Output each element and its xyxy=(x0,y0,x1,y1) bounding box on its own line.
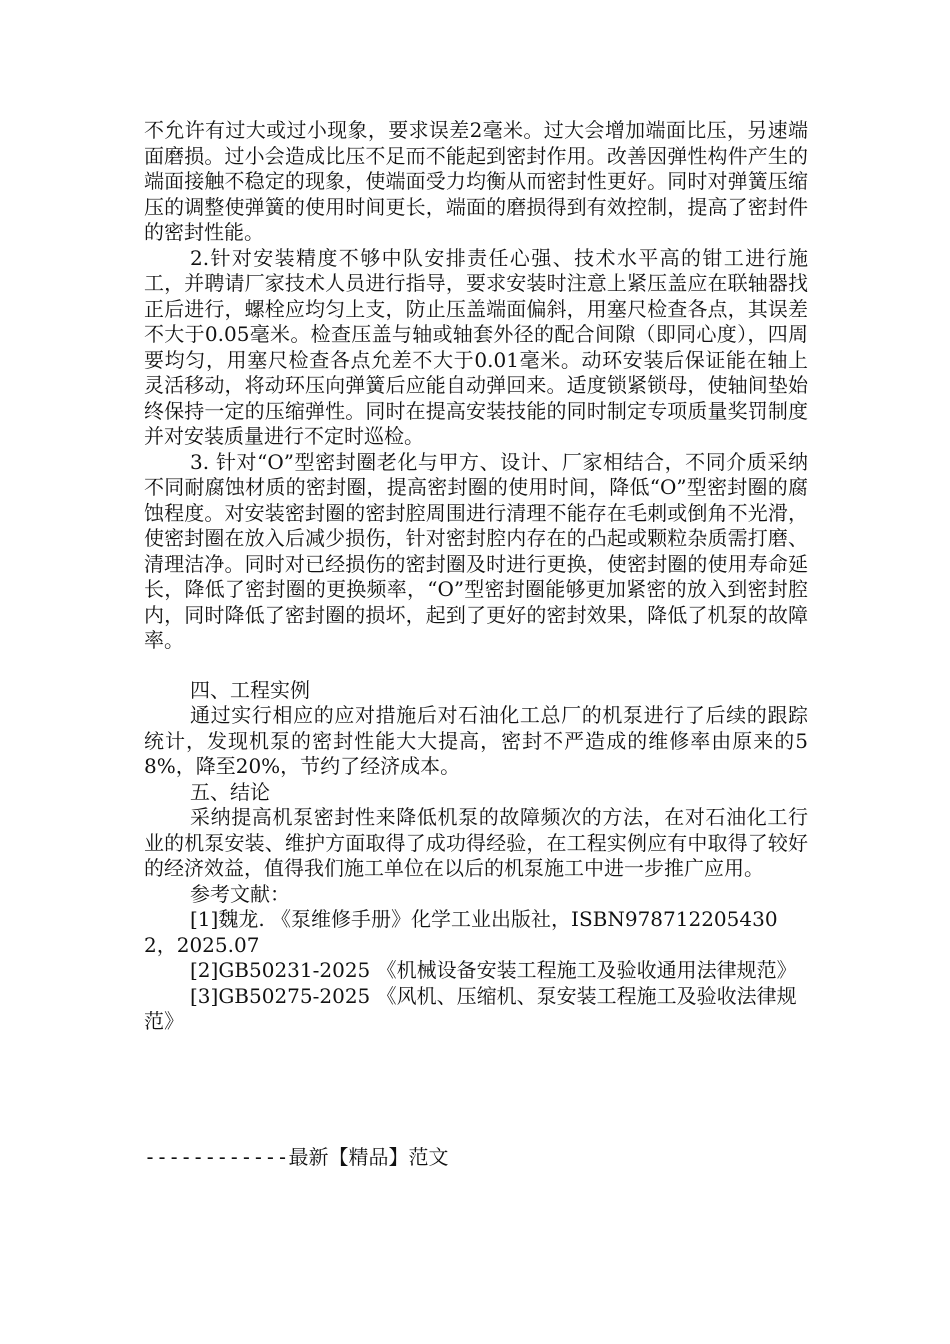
reference-item: [2]GB50231-2025 《机械设备安装工程施工及验收通用法律规范》 xyxy=(190,958,797,982)
reference-item: [3]GB50275-2025 《风机、压缩机、泵安装工程施工及验收法律规范》 xyxy=(144,983,797,1033)
section-heading-engineering-example: 四、工程实例 xyxy=(190,677,310,702)
reference-item: [1]魏龙. 《泵维修手册》化学工业出版社，ISBN9787122054302，2025.07 xyxy=(144,907,778,957)
section-heading-conclusion: 五、结论 xyxy=(190,779,270,804)
paragraph-item-2: 2.针对安装精度不够中队安排责任心强、技术水平高的钳工进行施工，并聘请厂家技术人员进行指导，要求安装时注意上紧压盖应在联轴器找正后进行，螺栓应均匀上支，防止压盖端面偏斜，用塞尺检查各点，其误差不大于0.05毫米。检查压盖与轴或轴套外径的配合间隙（即同心度），四周要均匀，用塞尺检查各点允差不大于0.01毫米。动环安装后保证能在轴上灵活移动，将动环压向弹簧后应能自动弹回来。适度锁紧锁母，使轴间垫始终保持一定的压缩弹性。同时在提高安装技能的同时制定专项质量奖罚制度并对安装质量进行不定时巡检。 xyxy=(144,245,808,448)
references-list xyxy=(144,907,808,1035)
paragraph-continuation: 不允许有过大或过小现象，要求误差2毫米。过大会增加端面比压，另速端面磨损。过小会造成比压不足而不能起到密封作用。改善因弹性构件产生的端面接触不稳定的现象，使端面受力均衡从而密封性更好。同时对弹簧压缩压的调整使弹簧的使用时间更长，端面的磨损得到有效控制，提高了密封件的密封性能。 xyxy=(144,118,808,244)
document-body xyxy=(144,118,808,1035)
section-body-engineering-example: 通过实行相应的应对措施后对石油化工总厂的机泵进行了后续的跟踪统计，发现机泵的密封性能大大提高，密封不严造成的维修率由原来的58%，降至20%，节约了经济成本。 xyxy=(144,703,808,778)
references-heading: 参考文献： xyxy=(190,881,290,906)
section-body-conclusion: 采纳提高机泵密封性来降低机泵的故障频次的方法，在对石油化工行业的机泵安装、维护方面取得了成功得经验，在工程实例应有中取得了较好的经济效益，值得我们施工单位在以后的机泵施工中进一步推广应用。 xyxy=(144,805,808,880)
footer-banner: ------------最新【精品】范文 xyxy=(144,1145,449,1169)
paragraph-item-3: 3. 针对“O”型密封圈老化与甲方、设计、厂家相结合，不同介质采纳不同耐腐蚀材质的密封圈，提高密封圈的使用时间，降低“O”型密封圈的腐蚀程度。对安装密封圈的密封腔周围进行清理不能存在毛刺或倒角不光滑，使密封圈在放入后减少损伤，针对密封腔内存在的凸起或颗粒杂质需打磨、清理洁净。同时对已经损伤的密封圈及时进行更换，使密封圈的使用寿命延长，降低了密封圈的更换频率，“O”型密封圈能够更加紧密的放入到密封腔内，同时降低了密封圈的损坏，起到了更好的密封效果，降低了机泵的故障率。 xyxy=(144,449,808,652)
